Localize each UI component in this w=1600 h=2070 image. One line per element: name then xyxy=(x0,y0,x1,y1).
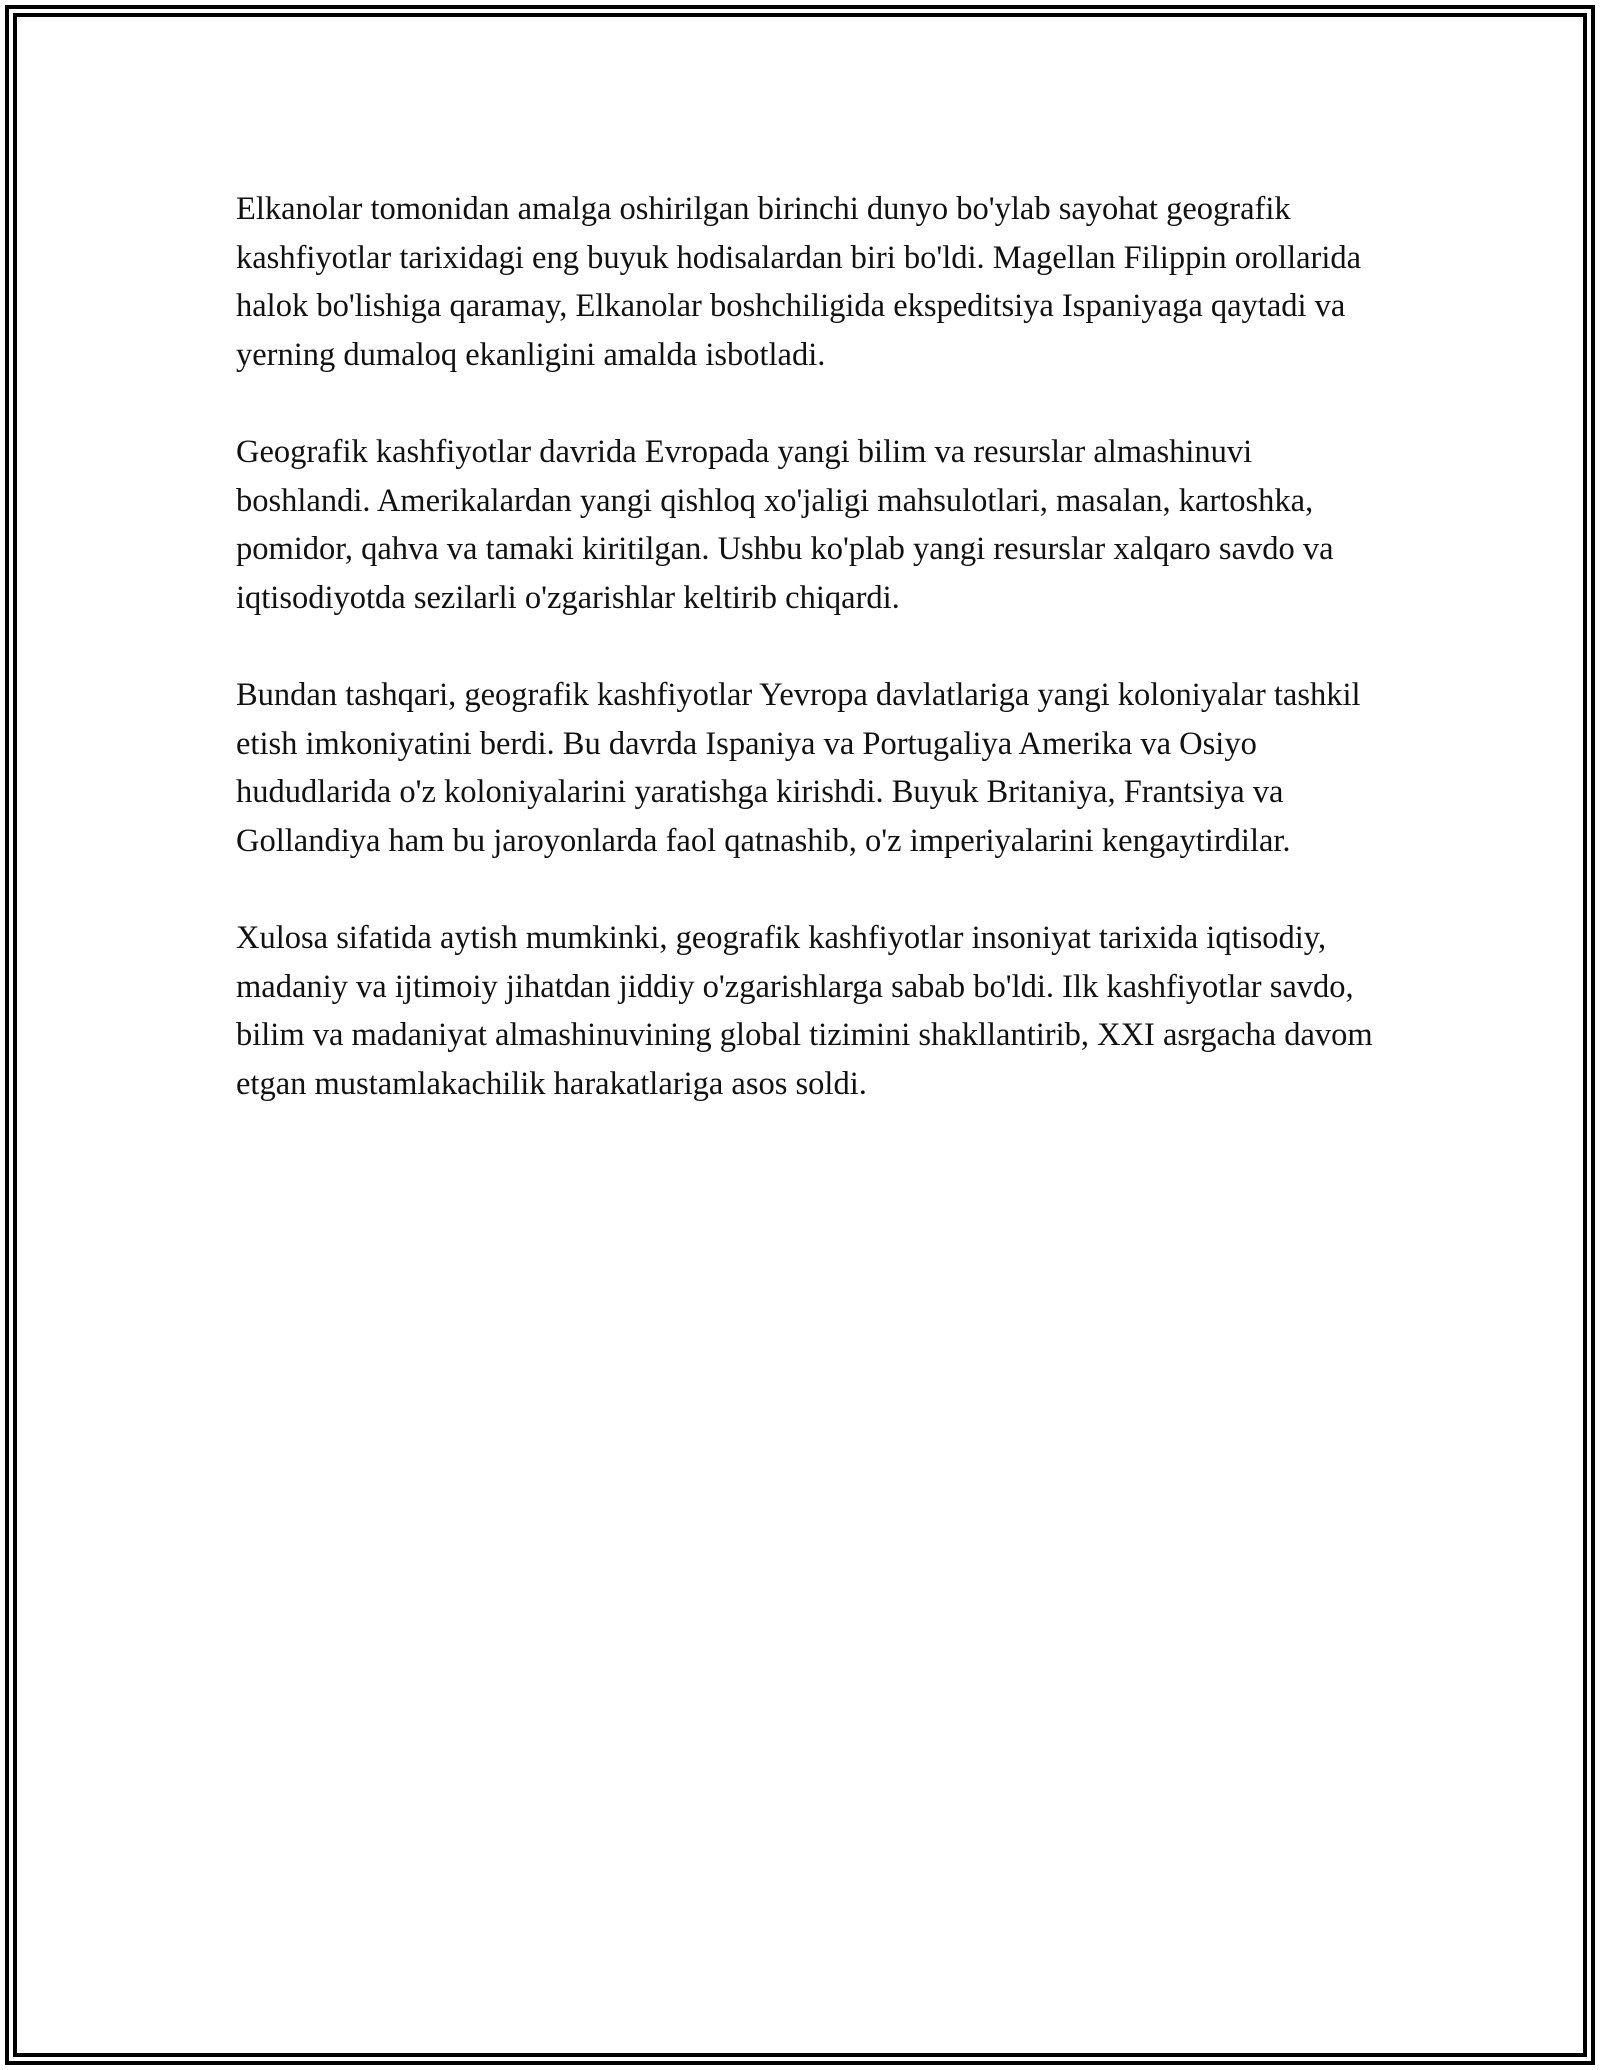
paragraph-2: Geografik kashfiyotlar davrida Evropada yangi bilim va resurslar almashinuvi boshlandi. Amerikalardan yangi qishloq xo'jaligi mahsulotlari, masalan, kartoshka, pomidor, qahva va tamaki kiritilgan. Ushbu ko'plab yangi resurslar xalqaro savdo va iqtisodiyotda sezilarli o'zgarishlar keltirib chiqardi. xyxy=(236,433,1334,616)
paragraph-3: Bundan tashqari, geografik kashfiyotlar Yevropa davlatlariga yangi koloniyalar tashkil etish imkoniyatini berdi. Bu davrda Ispaniya va Portugaliya Amerika va Osiyo hududlarida o'z koloniyalarini yaratishga kirishdi. Buyuk Britaniya, Frantsiya va Gollandiya ham bu jaroyonlarda faol qatnashib, o'z imperiyalarini kengaytirdilar. xyxy=(236,676,1361,859)
paragraph-4: Xulosa sifatida aytish mumkinki, geografik kashfiyotlar insoniyat tarixida iqtisodiy, madaniy va ijtimoiy jihatdan jiddiy o'zgarishlarga sabab bo'ldi. Ilk kashfiyotlar savdo, bilim va madaniyat almashinuvining global tizimini shakllantirib, XXI asrgacha davom etgan mustamlakachilik harakatlariga asos soldi. xyxy=(236,919,1373,1102)
paragraph-1: Elkanolar tomonidan amalga oshirilgan birinchi dunyo bo'ylab sayohat geografik kashfiyotlar tarixidagi eng buyuk hodisalardan biri bo'ldi. Magellan Filippin orollarida halok bo'lishiga qaramay, Elkanolar boshchiligida ekspeditsiya Ispaniyaga qaytadi va yerning dumaloq ekanligini amalda isbotladi. xyxy=(236,191,1362,373)
document-body xyxy=(236,185,1386,1157)
